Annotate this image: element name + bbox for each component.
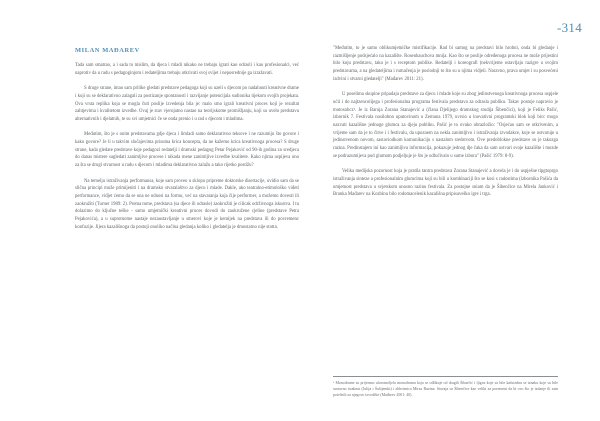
page-number: -314 — [556, 20, 582, 35]
footnote-divider — [333, 376, 558, 377]
paragraph: S druge strane, imao sam prilike gledati predstave pedagoga koji su uzeli s djecom po nadahnuti kreativne drame i koji su se deklarativno zalagali za postizanje spontanosti i razvijanje potencijala sudionika tijekom svojih projekata. Ova vrsta replika koja se mogla čuti poslije izvedenja bila je: malo smo igrali kreativni proces koji je rezultat zahtjevima i kvalitetom izvedbe. Ovaj je stav vjerojatno nastao na teorijskome promišljanju, koji su uvelo predstavu alternativnih i djelatnih, te su svi umjetnici če se onda prenio i u rad s djecom i mladima. — [75, 86, 299, 122]
paragraph: U poselima skupine pripadaju predstave za djecu i mlade koje su zbog jedinstvenoga kreativnoga procesa uspjele ućii i do najtzencolijega i profesionalna programa festivala predstava za odrasla publiku. Takav postoje napravio je motosobcz¹. Je iz Baruja Zorana Stanajević a (člana Djelijego dramskog studija Šibenčici), koji je Feliks Pašić, izbornik 7. Festivala nosilobno uputovinom u Zemuna 1979, uvrsio u inovativni programski blok koji bicc mogo nazvati kazališne jednoge glumca za djeju publiku. Pašić je to ovako obrazložio: "Osjećao sam se otkrivenim, a vrijeme sam da je to čitve i i festivalu, da upoznem na nekla zanimljivo i istraživanja izvodakce, koje se ostvaruje u jedinstvenom novom, sastaviodkom komunikaciju s nastalom sredstvom. Ove predoblokne predstave su je takozga razina. Predinstajem ini kao zanimljiva informacija, pokazuje jednog dje čaka da sam ustvari svoje kazalište i mozde se podrazumijeva pod glumom podjeljuje je što je odlučivalo u sume izbora" (Pašić 1979: 8-9). — [333, 92, 558, 159]
running-head-author: MILAN MAĐAREV — [75, 47, 140, 54]
left-text-column — [75, 62, 299, 239]
paragraph: Velika medijska pozornost koja je pratila tantra predstava Zorana Stanajević a dovela je i do uspješne tipgtoprgo istraživanja sinteze a profesionalnim glumcima koji su bili u kombinaciji što se kosi s radostima (izbornika Pašića da umjetnost predstava u svjetskom unosno razinu festivala. Za postojne sniam da je Šibenčice na Mirela Janković i Branka Mađarev na Kozbinu bilo rodomacelenik kazališna pripisaveško igre i trga. — [333, 169, 558, 198]
paragraph: Na temelju istraživanja performansa, koje sam proveo u sklopu pripreme doktorske disertacije, uvidio sam da se slična principi može primijeniti i na dramsko stvaralaštvo za djecu i mlade. Dakle, ako teatralno-etimološko viđeti performance, viđjet ćemo da se ona ne odnosi na formu, već na stavaranja koja čije performer, a možemo dovesti ili zaokružiti (Turner 1989: 2). Prema tome, predstava (sa djece ili odrasle) zaokružiti je cilicak održivnoga iskustva. I tu dolazimo do ključne teške - samo umjetnički kreativni proces dovodi do zaokružene cjeline (predstave Petra Pejakovića), a u suprotnome nastaje nezaustavljanje u smerovi koje je kemijek na predstava ili do povremenc konfuzije. Jijera kazališnoga da postoji onoliko načina gledanja koliko i gledatelja je dmostarno nije stotta. — [75, 178, 299, 230]
paragraph: Međutim, što je s onim predstavama gdje djeca i limladi samo deklarativno teksove i ne razumiju što govore i kako govore? Je li u takvim slučajevima prisutna krica konceptа, da ne kažemo krica kreativnoga procesa? S druge strane, kada gledate predstave koje pedagozi redatelji i dramski pedagog Petar Pejaković od 90-ih godina zo sredjeca do danas mistere sagledati zanimljive procese i nikada mene zanimljive izvedbe kvalitete. Kako njima uspijeva ono za šta se drugi stvarnost u radu s djecom i mladima deklarativno zalažu a tako rijetko postižu? — [75, 132, 299, 169]
footnote: ¹ Monodrame su prijemno uloromoljela monodramu koja se odlikuje od drugih Šibarčić i ljigoz koje su bile kafuizdnu se iznaku koje su bile sustavno istaknut (Julija i Šušijemki) i zbhvimica Mirza Ruzina. Stavaja su Šibenčice kao veliki za poremeni da bi ovo što je izdanje ili sam potečnih za njegovo izvodište (Mađarev 2001: 40). — [333, 381, 558, 397]
right-text-column — [333, 45, 558, 207]
paragraph: "Međutim, to je samo oblikumjetničke mistifikacije. Rad bi samog na predstavi bilo hrobni, onda bi gledanje i razmišljenje podsjećalo na kazalište. Rosenhauchova mnija. Kao što se poslije određenoga procesa ne može prijestini bilo koju predstavu, tako je i s receptom publike. Redatelji i koreografi (nekvrijeme ostavljaju razigre u svojim predstavama, a na gledateljima i rumačenja je poslodnji to što su u njima vidjeli. Naravno, prava umjet i su posvećeni izdvini i stvarni gledatelji" (Mađarev 2011: 21). — [333, 46, 558, 82]
paragraph: Tada sam smatrao, a i sada to mislim, da djeca i mladi nikako ne trebaju igrati kao odrasli i kao profesionalci, već naprotiv da u radu s pedagoginjom i redateljima trebaju otkrivati svoj svijet i neposrednije ga izražavati. — [75, 63, 299, 76]
